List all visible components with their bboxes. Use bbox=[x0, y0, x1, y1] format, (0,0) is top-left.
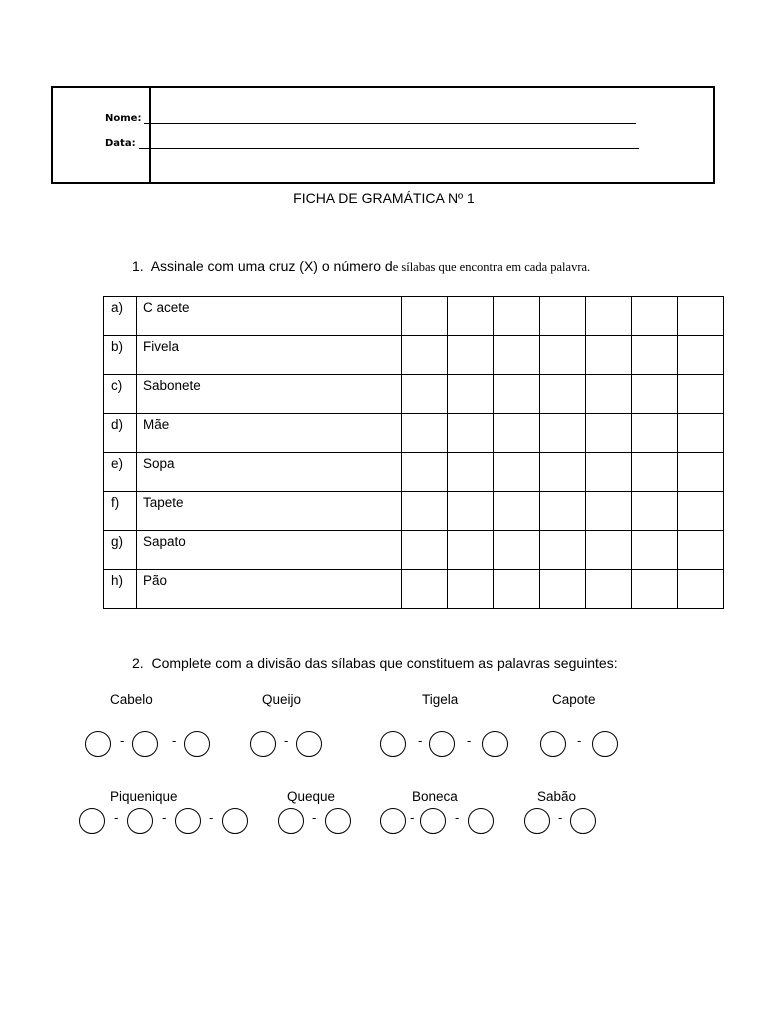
question-1-text: Assinale com uma cruz (X) o número d bbox=[150, 258, 393, 274]
row-letter: f) bbox=[104, 492, 137, 531]
table-row bbox=[104, 492, 724, 531]
page-title: FICHA DE GRAMÁTICA Nº 1 bbox=[293, 190, 475, 206]
syllable-dash: - bbox=[209, 810, 214, 825]
syllable-circle[interactable] bbox=[325, 808, 351, 834]
syllable-circle[interactable] bbox=[296, 731, 322, 757]
syllable-dash: - bbox=[114, 810, 119, 825]
answer-box[interactable] bbox=[448, 375, 494, 414]
word-label: Capote bbox=[552, 692, 596, 707]
answer-box[interactable] bbox=[448, 414, 494, 453]
row-word: Fivela bbox=[137, 336, 402, 375]
answer-box[interactable] bbox=[494, 531, 540, 570]
syllable-dash: - bbox=[172, 733, 177, 748]
answer-box[interactable] bbox=[402, 570, 448, 609]
answer-box[interactable] bbox=[678, 414, 724, 453]
table-row bbox=[104, 297, 724, 336]
answer-box[interactable] bbox=[540, 414, 586, 453]
table-row bbox=[104, 375, 724, 414]
row-letter: e) bbox=[104, 453, 137, 492]
row-word: Sapato bbox=[137, 531, 402, 570]
answer-box[interactable] bbox=[678, 297, 724, 336]
row-word: Mãe bbox=[137, 414, 402, 453]
answer-box[interactable] bbox=[586, 297, 632, 336]
answer-box[interactable] bbox=[678, 375, 724, 414]
syllable-circle[interactable] bbox=[222, 808, 248, 834]
answer-box[interactable] bbox=[586, 570, 632, 609]
answer-box[interactable] bbox=[632, 492, 678, 531]
syllable-dash: - bbox=[410, 810, 415, 825]
answer-box[interactable] bbox=[678, 492, 724, 531]
syllable-dash: - bbox=[455, 810, 460, 825]
syllable-circle[interactable] bbox=[540, 731, 566, 757]
syllable-dash: - bbox=[120, 733, 125, 748]
answer-box[interactable] bbox=[632, 375, 678, 414]
answer-box[interactable] bbox=[448, 336, 494, 375]
syllable-circle[interactable] bbox=[184, 731, 210, 757]
answer-box[interactable] bbox=[448, 492, 494, 531]
answer-box[interactable] bbox=[540, 492, 586, 531]
answer-box[interactable] bbox=[632, 531, 678, 570]
syllable-circle[interactable] bbox=[429, 731, 455, 757]
syllable-dash: - bbox=[418, 733, 423, 748]
row-letter: h) bbox=[104, 570, 137, 609]
word-label: Sabão bbox=[537, 789, 577, 804]
syllable-table bbox=[103, 296, 724, 609]
answer-box[interactable] bbox=[402, 453, 448, 492]
answer-box[interactable] bbox=[402, 297, 448, 336]
answer-box[interactable] bbox=[494, 336, 540, 375]
name-field[interactable] bbox=[105, 113, 636, 124]
row-word: Pão bbox=[137, 570, 402, 609]
syllable-circle[interactable] bbox=[420, 808, 446, 834]
syllable-dash: - bbox=[558, 810, 563, 825]
syllable-circle[interactable] bbox=[524, 808, 550, 834]
answer-box[interactable] bbox=[586, 492, 632, 531]
answer-box[interactable] bbox=[448, 297, 494, 336]
row-letter: b) bbox=[104, 336, 137, 375]
table-row bbox=[104, 531, 724, 570]
name-line[interactable] bbox=[144, 113, 636, 124]
answer-box[interactable] bbox=[448, 570, 494, 609]
logo-area bbox=[53, 88, 151, 182]
answer-box[interactable] bbox=[402, 414, 448, 453]
answer-box[interactable] bbox=[540, 336, 586, 375]
syllable-circle[interactable] bbox=[570, 808, 596, 834]
word-label: Boneca bbox=[412, 789, 458, 804]
answer-box[interactable] bbox=[494, 414, 540, 453]
answer-box[interactable] bbox=[678, 531, 724, 570]
word-label: Queque bbox=[287, 789, 336, 804]
answer-box[interactable] bbox=[402, 492, 448, 531]
answer-box[interactable] bbox=[540, 453, 586, 492]
answer-box[interactable] bbox=[678, 453, 724, 492]
row-letter: g) bbox=[104, 531, 137, 570]
syllable-dash: - bbox=[284, 733, 289, 748]
answer-box[interactable] bbox=[540, 375, 586, 414]
table-row bbox=[104, 414, 724, 453]
question-2 bbox=[132, 655, 618, 671]
answer-box[interactable] bbox=[448, 453, 494, 492]
answer-box[interactable] bbox=[632, 453, 678, 492]
word-label: Tigela bbox=[422, 692, 459, 707]
question-1-number: 1. bbox=[132, 258, 144, 274]
answer-box[interactable] bbox=[494, 297, 540, 336]
date-label: Data: bbox=[105, 138, 136, 149]
syllable-circle[interactable] bbox=[278, 808, 304, 834]
answer-box[interactable] bbox=[494, 453, 540, 492]
answer-box[interactable] bbox=[402, 531, 448, 570]
table-row bbox=[104, 453, 724, 492]
syllable-circle[interactable] bbox=[85, 731, 111, 757]
syllable-circle[interactable] bbox=[592, 731, 618, 757]
answer-box[interactable] bbox=[586, 453, 632, 492]
answer-box[interactable] bbox=[678, 336, 724, 375]
row-word: C acete bbox=[137, 297, 402, 336]
question-2-text: Complete com a divisão das sílabas que constituem as palavras seguintes: bbox=[151, 655, 618, 671]
answer-box[interactable] bbox=[448, 531, 494, 570]
header-box bbox=[51, 86, 715, 184]
answer-box[interactable] bbox=[494, 375, 540, 414]
word-label: Piquenique bbox=[110, 789, 178, 804]
question-1-text-serif: e sílabas que encontra em cada palavra. bbox=[392, 260, 591, 274]
row-letter: a) bbox=[104, 297, 137, 336]
answer-box[interactable] bbox=[540, 570, 586, 609]
answer-box[interactable] bbox=[632, 336, 678, 375]
answer-box[interactable] bbox=[402, 375, 448, 414]
table-row bbox=[104, 336, 724, 375]
table-row bbox=[104, 570, 724, 609]
syllable-circle[interactable] bbox=[250, 731, 276, 757]
question-2-number: 2. bbox=[132, 655, 144, 671]
syllable-circle[interactable] bbox=[132, 731, 158, 757]
answer-box[interactable] bbox=[632, 570, 678, 609]
answer-box[interactable] bbox=[540, 297, 586, 336]
syllable-dash: - bbox=[577, 733, 582, 748]
answer-box[interactable] bbox=[678, 570, 724, 609]
syllable-circle[interactable] bbox=[79, 808, 105, 834]
answer-box[interactable] bbox=[632, 297, 678, 336]
word-label: Queijo bbox=[262, 692, 302, 707]
answer-box[interactable] bbox=[586, 531, 632, 570]
syllable-dash: - bbox=[467, 733, 472, 748]
answer-box[interactable] bbox=[494, 570, 540, 609]
row-word: Tapete bbox=[137, 492, 402, 531]
syllable-dash: - bbox=[312, 810, 317, 825]
syllable-circle[interactable] bbox=[468, 808, 494, 834]
row-word: Sopa bbox=[137, 453, 402, 492]
syllable-circle[interactable] bbox=[127, 808, 153, 834]
row-letter: c) bbox=[104, 375, 137, 414]
row-letter: d) bbox=[104, 414, 137, 453]
answer-box[interactable] bbox=[586, 414, 632, 453]
answer-box[interactable] bbox=[632, 414, 678, 453]
answer-box[interactable] bbox=[540, 531, 586, 570]
date-line[interactable] bbox=[139, 138, 639, 149]
answer-box[interactable] bbox=[586, 336, 632, 375]
answer-box[interactable] bbox=[494, 492, 540, 531]
syllable-circle[interactable] bbox=[380, 808, 406, 834]
name-label: Nome: bbox=[105, 113, 142, 124]
word-label: Cabelo bbox=[110, 692, 153, 707]
date-field[interactable] bbox=[105, 138, 639, 149]
answer-box[interactable] bbox=[402, 336, 448, 375]
syllable-circle[interactable] bbox=[175, 808, 201, 834]
syllable-circle[interactable] bbox=[380, 731, 406, 757]
question-1 bbox=[132, 258, 590, 275]
row-word: Sabonete bbox=[137, 375, 402, 414]
syllable-dash: - bbox=[162, 810, 167, 825]
syllable-circle[interactable] bbox=[482, 731, 508, 757]
answer-box[interactable] bbox=[586, 375, 632, 414]
